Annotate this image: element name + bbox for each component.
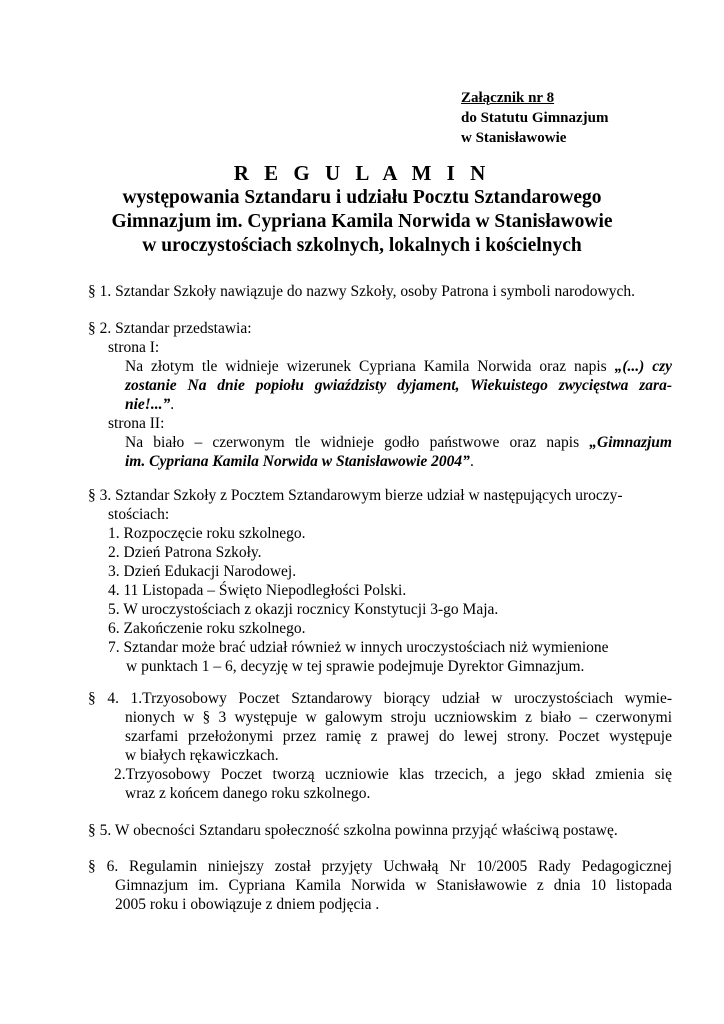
- side-2-label: strona II:: [108, 415, 165, 432]
- occasion-item-5: 5. W uroczystościach z okazji rocznicy Konstytucji 3-go Maja.: [108, 601, 499, 618]
- paragraph-2-heading: § 2. Sztandar przedstawia:: [88, 320, 252, 337]
- occasion-item-7: 7. Sztandar może brać udział również w innych uroczystościach niż wymienione: [108, 639, 609, 656]
- paragraph-4-line-6: wraz z końcem danego roku szkolnego.: [125, 785, 371, 802]
- occasion-item-4: 4. 11 Listopada – Święto Niepodległości Polski.: [108, 582, 407, 599]
- title-sub-3: w uroczystościach szkolnych, lokalnych i kościelnych: [142, 235, 582, 256]
- occasion-item-3: 3. Dzień Edukacji Narodowej.: [108, 563, 297, 580]
- paragraph-4-text-5: 2.Trzyosobowy Poczet tworzą uczniowie klas trzecich, a jego skład zmienia się: [114, 766, 672, 783]
- paragraph-6-line-2: [115, 877, 672, 896]
- attachment-place: w Stanisławowie: [461, 130, 567, 146]
- side-1-quote-end: nie!...”: [125, 396, 171, 413]
- paragraph-3-line-1: § 3. Sztandar Szkoły z Pocztem Sztandarowym bierze udział w następujących uroczy-: [88, 487, 623, 504]
- side-1-line-2: [125, 377, 672, 396]
- side-1-label: strona I:: [108, 339, 160, 356]
- side-2-period: .: [469, 453, 474, 470]
- document-title: [60, 160, 664, 258]
- paragraph-4-text-1: § 4. 1.Trzyosobowy Poczet Sztandarowy biorący udział w uroczystościach wymie-: [88, 690, 672, 707]
- paragraph-4-line-5: [114, 766, 672, 785]
- title-sub-1: występowania Sztandaru i udziału Pocztu Sztandarowego: [122, 187, 602, 208]
- side-2-line-2: [125, 453, 474, 472]
- paragraph-4-line-2: [125, 709, 672, 728]
- paragraph-4-line-1: [88, 690, 672, 709]
- side-2-text: Na biało – czerwonym tle widnieje godło państwowe oraz napis: [125, 434, 590, 451]
- attachment-statute: do Statutu Gimnazjum: [461, 110, 609, 126]
- title-main: R E G U L A M I N: [233, 161, 491, 185]
- side-1-line-3: [125, 396, 174, 415]
- paragraph-4-line-4: w białych rękawiczkach.: [125, 747, 279, 764]
- paragraph-3-line-2: stościach:: [108, 506, 170, 523]
- title-sub-2: Gimnazjum im. Cypriana Kamila Norwida w Stanisławowie: [111, 211, 613, 232]
- side-1-text: Na złotym tle widnieje wizerunek Cypriana Kamila Norwida oraz napis: [125, 358, 615, 375]
- paragraph-6-text-2: Gimnazjum im. Cypriana Kamila Norwida w Stanisławowie z dnia 10 listopada: [115, 877, 672, 894]
- side-1-period: .: [170, 396, 175, 413]
- attachment-number: Załącznik nr 8: [461, 90, 555, 106]
- attachment-note: [461, 88, 609, 148]
- side-2-quote-end: im. Cypriana Kamila Norwida w Stanisławowie 2004”: [125, 453, 470, 470]
- occasion-item-2: 2. Dzień Patrona Szkoły.: [108, 544, 262, 561]
- paragraph-6-line-3: 2005 roku i obowiązuje z dniem podjęcia .: [115, 896, 380, 913]
- side-1-quote-middle: zostanie Na dnie popiołu gwiaździsty dyjament, Wiekuistego zwycięstwa zara-: [125, 377, 672, 394]
- occasion-item-1: 1. Rozpoczęcie roku szkolnego.: [108, 525, 306, 542]
- paragraph-4-line-3: [125, 728, 672, 747]
- paragraph-6-line-1: [88, 858, 672, 877]
- side-2-line-1: [125, 434, 672, 453]
- side-1-quote-start: „(...) czy: [614, 358, 672, 375]
- paragraph-4-text-2: nionych w § 3 występuje w galowym stroju uczniowskim z biało – czerwonymi: [125, 709, 672, 726]
- occasion-item-7-cont: w punktach 1 – 6, decyzję w tej sprawie podejmuje Dyrektor Gimnazjum.: [126, 658, 585, 675]
- paragraph-5-text: § 5. W obecności Sztandaru społeczność szkolna powinna przyjąć właściwą postawę.: [88, 822, 618, 839]
- occasion-item-6: 6. Zakończenie roku szkolnego.: [108, 620, 306, 637]
- side-2-quote-start: „Gimnazjum: [589, 434, 672, 451]
- paragraph-1-text: § 1. Sztandar Szkoły nawiązuje do nazwy Szkoły, osoby Patrona i symboli narodowych.: [88, 283, 635, 300]
- side-1-line-1: [125, 358, 672, 377]
- paragraph-6-text-1: § 6. Regulamin niniejszy został przyjęty Uchwałą Nr 10/2005 Rady Pedagogicznej: [88, 858, 672, 875]
- paragraph-4-text-3: szarfami przełożonymi przez ramię z prawej do lewej strony. Poczet występuje: [125, 728, 672, 745]
